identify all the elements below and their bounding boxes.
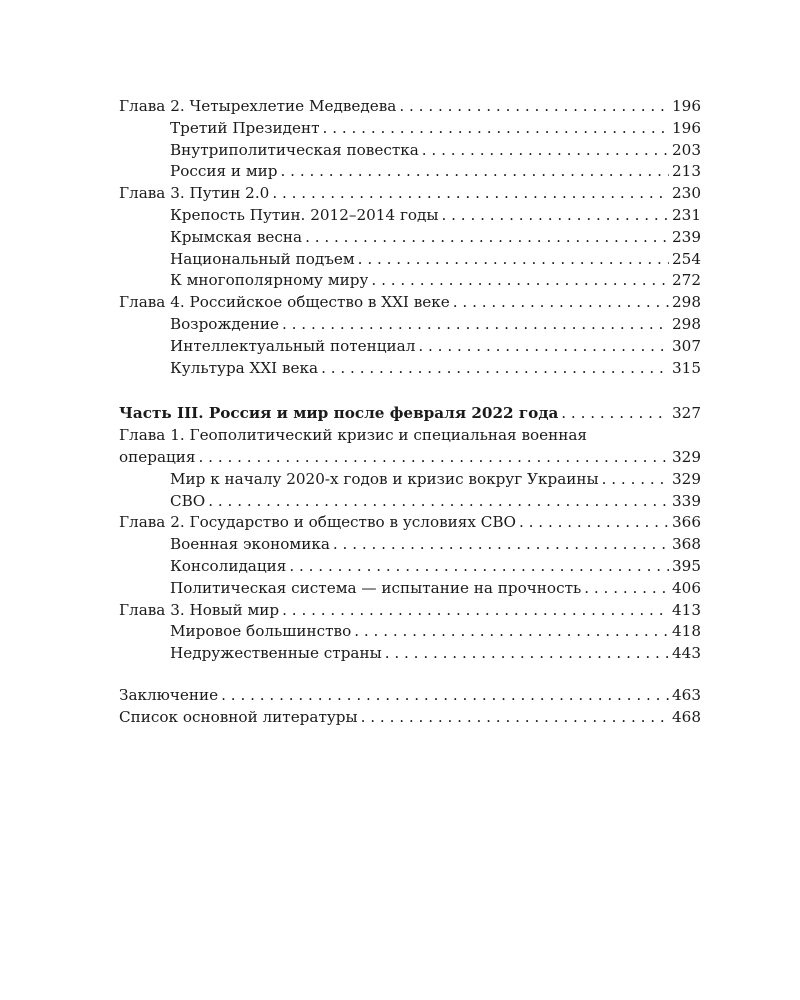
toc-entry-title: Глава 3. Путин 2.0 <box>119 184 270 203</box>
dot-leader <box>561 403 669 425</box>
toc-entry-page: 329 <box>672 469 701 488</box>
dot-leader <box>272 183 669 205</box>
toc-subentry[interactable] <box>119 140 701 162</box>
dot-leader <box>418 336 669 358</box>
toc-entry-page: 418 <box>672 622 701 641</box>
toc-entry-title: Мировое большинство <box>170 622 352 641</box>
toc-entry-page: 231 <box>672 205 701 224</box>
toc-entry-title: Глава 2. Государство и общество в условиях СВО <box>119 513 516 532</box>
toc-entry-page: 298 <box>672 314 701 333</box>
toc-entry-title: Заключение <box>119 685 219 704</box>
toc-entry-title: Глава 4. Российское общество в XXI веке <box>119 293 450 312</box>
dot-leader <box>354 621 669 643</box>
dot-leader <box>453 292 669 314</box>
dot-leader <box>321 358 669 380</box>
toc-chapter-entry[interactable] <box>119 512 701 534</box>
toc-entry-title: Консолидация <box>170 556 287 575</box>
dot-leader <box>441 205 669 227</box>
toc-entry-title: Россия и мир <box>170 162 278 181</box>
toc-chapter-entry[interactable] <box>119 96 701 118</box>
toc-subentry[interactable] <box>119 227 701 249</box>
toc-entry-title: Интеллектуальный потенциал <box>170 336 416 355</box>
toc-entry-page: 203 <box>672 140 701 159</box>
dot-leader <box>289 556 669 578</box>
toc-entry-page: 196 <box>672 118 701 137</box>
toc-entry-page: 329 <box>672 447 701 466</box>
toc-entry-title: Список основной литературы <box>119 707 358 726</box>
toc-chapter-entry[interactable] <box>119 600 701 622</box>
toc-entry-page: 468 <box>672 707 701 726</box>
dot-leader <box>399 96 669 118</box>
toc-entry-title: Крымская весна <box>170 227 303 246</box>
dot-leader <box>305 227 669 249</box>
dot-leader <box>358 249 669 271</box>
toc-entry-title: К многополярному миру <box>170 271 369 290</box>
toc-subentry[interactable] <box>119 621 701 643</box>
toc-entry-chapter-1-line-2[interactable] <box>119 447 701 469</box>
toc-subentry[interactable] <box>119 358 701 380</box>
toc-subentry[interactable] <box>119 314 701 336</box>
toc-entry-title: Глава 1. Геополитический кризис и специальная военная <box>119 426 588 445</box>
toc-entry-page: 395 <box>672 556 701 575</box>
toc-subentry[interactable] <box>119 556 701 578</box>
toc-entry-title-continued: операция <box>119 447 196 466</box>
toc-entry-title: Политическая система — испытание на прочность <box>170 578 582 597</box>
toc-entry-page: 327 <box>672 404 701 423</box>
toc-chapter-entry[interactable] <box>119 183 701 205</box>
toc-subentry[interactable] <box>119 270 701 292</box>
toc-entry-title: СВО <box>170 491 206 510</box>
toc-entry-title: Национальный подъем <box>170 249 355 268</box>
toc-entry-title: Недружественные страны <box>170 644 382 663</box>
toc-entry-page: 339 <box>672 491 701 510</box>
toc-entry-page: 463 <box>672 685 701 704</box>
toc-entry-page: 307 <box>672 336 701 355</box>
dot-leader <box>282 314 669 336</box>
dot-leader <box>519 512 669 534</box>
dot-leader <box>282 600 669 622</box>
toc-entry-title: Часть III. Россия и мир после февраля 2022 года <box>119 404 559 423</box>
toc-entry-page: 298 <box>672 293 701 312</box>
toc-subentry[interactable] <box>119 534 701 556</box>
toc-entry-page: 443 <box>672 644 701 663</box>
dot-leader <box>602 469 669 491</box>
toc-entry-page: 272 <box>672 271 701 290</box>
toc-entry-page: 213 <box>672 162 701 181</box>
dot-leader <box>584 578 669 600</box>
toc-entry-title: Мир к началу 2020-х годов и кризис вокруг Украины <box>170 469 599 488</box>
toc-entry-page: 230 <box>672 184 701 203</box>
toc-entry-page: 413 <box>672 600 701 619</box>
dot-leader <box>221 685 669 707</box>
toc-entry-title: Военная экономика <box>170 535 330 554</box>
dot-leader <box>281 161 669 183</box>
toc-entry-part-3[interactable] <box>119 403 701 425</box>
toc-subentry[interactable] <box>119 205 701 227</box>
dot-leader <box>371 270 669 292</box>
toc-chapter-entry[interactable] <box>119 685 701 707</box>
toc-chapter-entry[interactable] <box>119 292 701 314</box>
dot-leader <box>361 707 669 729</box>
dot-leader <box>422 140 669 162</box>
dot-leader <box>385 643 669 665</box>
dot-leader <box>333 534 669 556</box>
toc-subentry[interactable] <box>119 643 701 665</box>
toc-subentry[interactable] <box>119 336 701 358</box>
dot-leader <box>323 118 669 140</box>
toc-entry-page: 315 <box>672 358 701 377</box>
toc-entry-title: Культура XXI века <box>170 358 319 377</box>
toc-section-part3 <box>119 469 701 665</box>
toc-entry-chapter-1-line-1[interactable] <box>119 425 701 447</box>
table-of-contents <box>119 96 701 729</box>
toc-subentry[interactable] <box>119 491 701 513</box>
toc-entry-page: 366 <box>672 513 701 532</box>
toc-entry-title: Внутриполитическая повестка <box>170 140 419 159</box>
toc-entry-title: Крепость Путин. 2012–2014 годы <box>170 205 439 224</box>
toc-entry-page: 254 <box>672 249 701 268</box>
toc-entry-page: 239 <box>672 227 701 246</box>
dot-leader <box>208 491 669 513</box>
toc-section-part2 <box>119 96 701 379</box>
toc-subentry[interactable] <box>119 161 701 183</box>
toc-chapter-entry[interactable] <box>119 707 701 729</box>
toc-subentry[interactable] <box>119 469 701 491</box>
toc-entry-page: 196 <box>672 97 701 115</box>
toc-entry-title: Возрождение <box>170 314 279 333</box>
toc-subentry[interactable] <box>119 118 701 140</box>
dot-leader <box>199 447 669 469</box>
toc-subentry[interactable] <box>119 249 701 271</box>
toc-section-back-matter <box>119 685 701 729</box>
section-spacer <box>119 665 701 685</box>
toc-entry-page: 368 <box>672 535 701 554</box>
toc-entry-title: Глава 3. Новый мир <box>119 600 280 619</box>
toc-subentry[interactable] <box>119 578 701 600</box>
toc-entry-title: Третий Президент <box>170 118 320 137</box>
section-spacer <box>119 379 701 403</box>
toc-entry-title: Глава 2. Четырехлетие Медведева <box>119 97 397 115</box>
toc-entry-page: 406 <box>672 578 701 597</box>
